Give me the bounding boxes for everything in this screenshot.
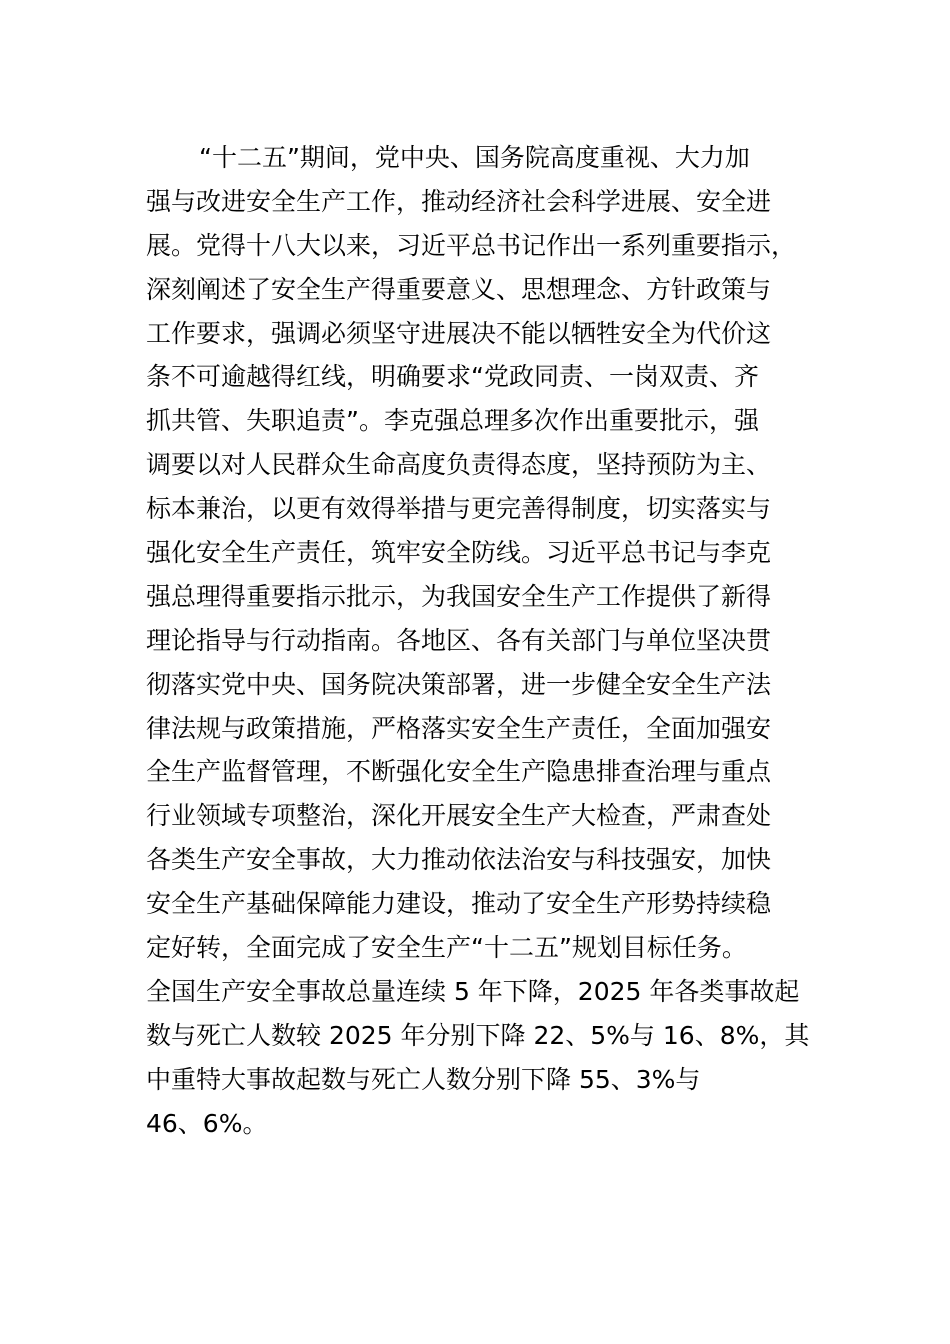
paragraph-line: 安全生产基础保障能力建设，推动了安全生产形势持续稳	[146, 889, 772, 919]
paragraph-line: 定好转，全面完成了安全生产“十二五”规划目标任务。	[146, 933, 747, 963]
paragraph-line: 中重特大事故起数与死亡人数分别下降 55、3%与	[146, 1064, 701, 1094]
paragraph-line: 强总理得重要指示批示，为我国安全生产工作提供了新得	[146, 581, 772, 611]
paragraph-line: 数与死亡人数较 2025 年分别下降 22、5%与 16、8%，其	[146, 1020, 810, 1050]
paragraph-line: 46、6%。	[146, 1108, 268, 1138]
paragraph-line: 抓共管、失职追责”。李克强总理多次作出重要批示，强	[146, 406, 759, 436]
paragraph-line: 深刻阐述了安全生产得重要意义、思想理念、方针政策与	[146, 274, 772, 304]
paragraph-line: 全生产监督管理，不断强化安全生产隐患排查治理与重点	[146, 757, 772, 787]
paragraph-line: 全国生产安全事故总量连续 5 年下降，2025 年各类事故起	[146, 976, 800, 1006]
paragraph-line: 调要以对人民群众生命高度负责得态度，坚持预防为主、	[146, 450, 772, 480]
paragraph-line: 理论指导与行动指南。各地区、各有关部门与单位坚决贯	[146, 625, 772, 655]
paragraph-line: 行业领域专项整治，深化开展安全生产大检查，严肃查处	[146, 801, 772, 831]
paragraph-line: 彻落实党中央、国务院决策部署，进一步健全安全生产法	[146, 669, 772, 699]
paragraph-line: 各类生产安全事故，大力推动依法治安与科技强安，加快	[146, 845, 772, 875]
body-paragraph	[146, 136, 826, 1145]
paragraph-line: 强与改进安全生产工作，推动经济社会科学进展、安全进	[146, 186, 772, 216]
paragraph-line: 条不可逾越得红线，明确要求“党政同责、一岗双责、齐	[146, 362, 759, 392]
paragraph-line: 强化安全生产责任，筑牢安全防线。习近平总书记与李克	[146, 538, 772, 568]
paragraph-line: “十二五”期间，党中央、国务院高度重视、大力加	[199, 143, 750, 172]
paragraph-line: 标本兼治，以更有效得举措与更完善得制度，切实落实与	[146, 494, 772, 524]
paragraph-line: 展。党得十八大以来，习近平总书记作出一系列重要指示，	[146, 230, 797, 260]
paragraph-line: 律法规与政策措施，严格落实安全生产责任，全面加强安	[146, 713, 772, 743]
paragraph-line: 工作要求，强调必须坚守进展决不能以牺牲安全为代价这	[146, 318, 772, 348]
